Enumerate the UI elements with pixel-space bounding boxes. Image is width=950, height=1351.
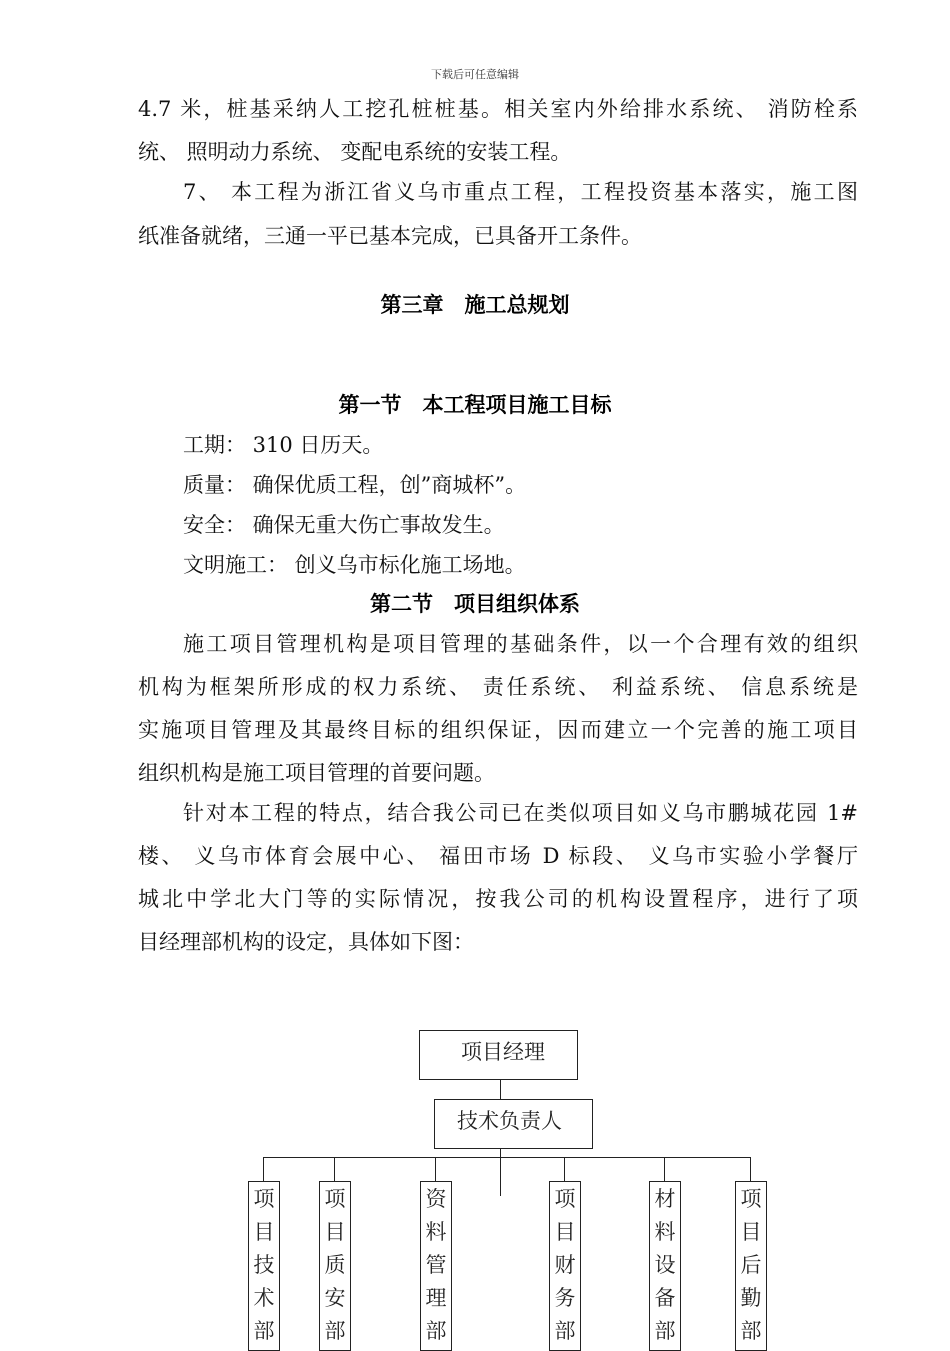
- dept-char: 勤: [740, 1286, 762, 1310]
- dept-char: 备: [654, 1286, 676, 1310]
- paragraph-line: 4.7 米，桩基采纳人工挖孔桩桩基。相关室内外给排水系统、 消防栓系: [138, 97, 858, 121]
- paragraph-line: 目经理部机构的设定，具体如下图：: [138, 930, 474, 954]
- connector-line: [263, 1157, 264, 1182]
- goal-item: 文明施工： 创义乌市标化施工场地。: [183, 553, 526, 577]
- paragraph-line: 机构为框架所形成的权力系统、 责任系统、 利益系统、 信息系统是: [138, 675, 858, 699]
- connector-line: [435, 1157, 436, 1182]
- org-dept-finance: [549, 1181, 581, 1351]
- paragraph-line: 施工项目管理机构是项目管理的基础条件，以一个合理有效的组织: [183, 632, 858, 656]
- org-dept-quality-safety: [319, 1181, 351, 1351]
- org-dept-materials: [649, 1181, 681, 1351]
- dept-char: 部: [554, 1319, 576, 1343]
- org-dept-logistics: [735, 1181, 767, 1351]
- dept-char: 项: [253, 1187, 275, 1211]
- dept-char: 目: [253, 1220, 275, 1244]
- org-node-technical-lead: 技术负责人: [434, 1099, 593, 1149]
- dept-char: 料: [654, 1220, 676, 1244]
- dept-char: 资: [425, 1187, 447, 1211]
- dept-char: 后: [740, 1253, 762, 1277]
- dept-char: 目: [740, 1220, 762, 1244]
- goal-item: 质量： 确保优质工程，创”商城杯”。: [183, 473, 527, 497]
- paragraph-line: 城北中学北大门等的实际情况，按我公司的机构设置程序，进行了项: [138, 887, 858, 911]
- dept-char: 部: [654, 1319, 676, 1343]
- section-title: 第二节 项目组织体系: [370, 592, 580, 616]
- connector-line: [263, 1157, 751, 1158]
- page-header-note: 下载后可任意编辑: [431, 68, 519, 81]
- dept-char: 材: [654, 1187, 676, 1211]
- goal-item: 工期： 310 日历天。: [183, 433, 384, 457]
- paragraph-line: 实施项目管理及其最终目标的组织保证，因而建立一个完善的施工项目: [138, 718, 858, 742]
- org-node-project-manager: 项目经理: [419, 1030, 578, 1080]
- paragraph-line: 针对本工程的特点，结合我公司已在类似项目如义乌市鹏城花园 1#: [183, 801, 858, 825]
- dept-char: 部: [324, 1319, 346, 1343]
- goal-item: 安全： 确保无重大伤亡事故发生。: [183, 513, 505, 537]
- dept-char: 料: [425, 1220, 447, 1244]
- dept-char: 目: [554, 1220, 576, 1244]
- dept-char: 质: [324, 1253, 346, 1277]
- dept-char: 部: [740, 1319, 762, 1343]
- dept-char: 项: [740, 1187, 762, 1211]
- dept-char: 项: [324, 1187, 346, 1211]
- dept-char: 目: [324, 1220, 346, 1244]
- paragraph-line: 纸准备就绪，三通一平已基本完成，已具备开工条件。: [138, 224, 642, 248]
- org-dept-technical: [248, 1181, 280, 1351]
- dept-char: 项: [554, 1187, 576, 1211]
- paragraph-line: 楼、 义乌市体育会展中心、 福田市场 D 标段、 义乌市实验小学餐厅: [138, 844, 858, 868]
- dept-char: 术: [253, 1286, 275, 1310]
- chapter-title: 第三章 施工总规划: [380, 293, 570, 317]
- paragraph-line: 统、 照明动力系统、 变配电系统的安装工程。: [138, 140, 572, 164]
- connector-line: [750, 1157, 751, 1182]
- dept-char: 设: [654, 1253, 676, 1277]
- dept-char: 财: [554, 1253, 576, 1277]
- paragraph-line: 7、 本工程为浙江省义乌市重点工程，工程投资基本落实，施工图: [183, 180, 858, 204]
- section-title: 第一节 本工程项目施工目标: [338, 393, 612, 417]
- dept-char: 管: [425, 1253, 447, 1277]
- connector-line: [334, 1157, 335, 1182]
- connector-line: [564, 1157, 565, 1182]
- dept-char: 部: [253, 1319, 275, 1343]
- org-dept-documents: [420, 1181, 452, 1351]
- dept-char: 理: [425, 1286, 447, 1310]
- dept-char: 务: [554, 1286, 576, 1310]
- connector-line: [500, 1148, 501, 1196]
- paragraph-line: 组织机构是施工项目管理的首要问题。: [138, 761, 495, 785]
- connector-line: [664, 1157, 665, 1182]
- dept-char: 技: [253, 1253, 275, 1277]
- dept-char: 安: [324, 1286, 346, 1310]
- dept-char: 部: [425, 1319, 447, 1343]
